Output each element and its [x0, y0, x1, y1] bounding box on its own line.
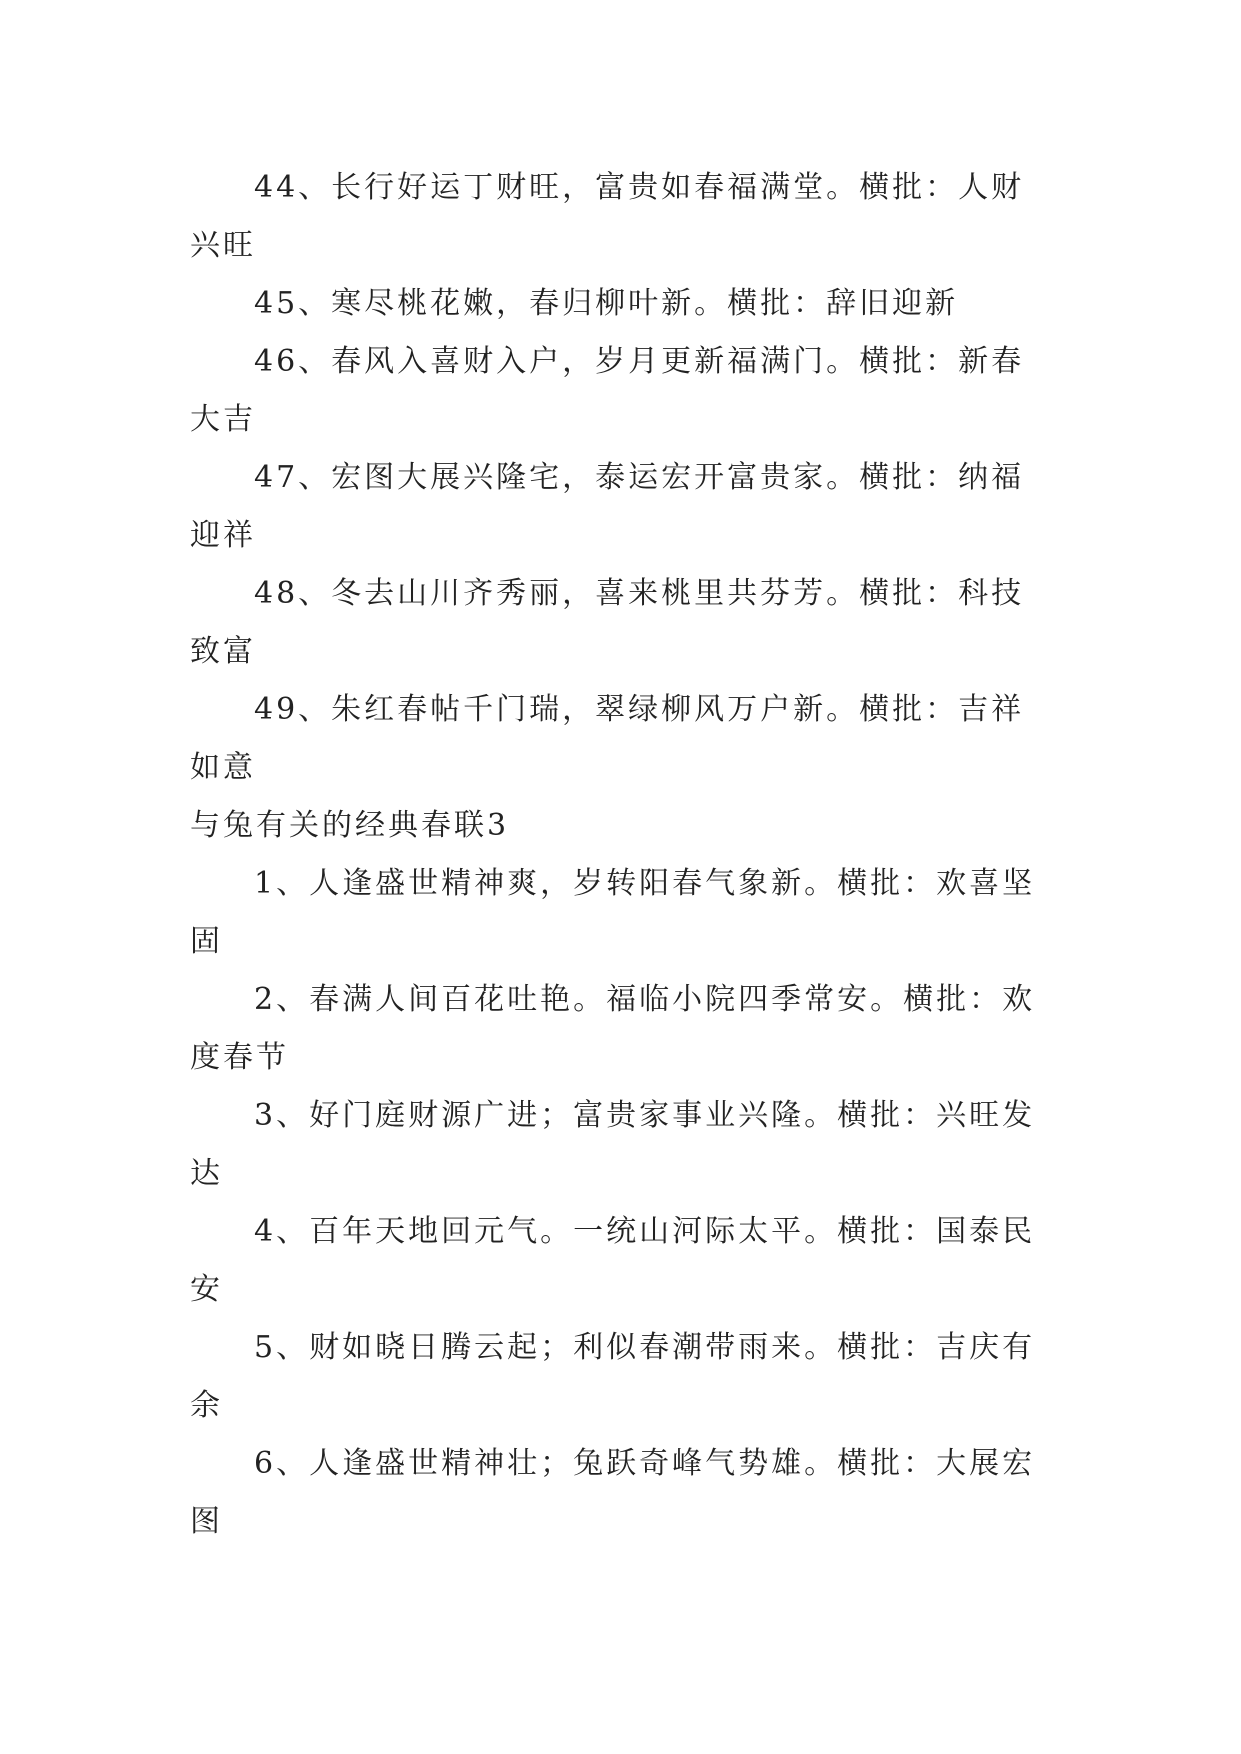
- couplet-paragraph: 3、好门庭财源广进；富贵家事业兴隆。横批：兴旺发达: [190, 1098, 1036, 1191]
- couplet-paragraph: 2、春满人间百花吐艳。福临小院四季常安。横批：欢度春节: [190, 982, 1036, 1075]
- document-body: [190, 159, 1044, 1551]
- couplet-paragraph: 45、寒尽桃花嫩，春归柳叶新。横批：辞旧迎新: [254, 286, 959, 321]
- couplet-paragraph: 1、人逢盛世精神爽，岁转阳春气象新。横批：欢喜坚固: [190, 866, 1036, 959]
- couplet-paragraph: 47、宏图大展兴隆宅，泰运宏开富贵家。横批：纳福迎祥: [190, 460, 1025, 553]
- couplet-paragraph: 4、百年天地回元气。一统山河际太平。横批：国泰民安: [190, 1214, 1036, 1307]
- couplet-paragraph: 48、冬去山川齐秀丽，喜来桃里共芬芳。横批：科技致富: [190, 576, 1025, 669]
- couplet-paragraph: 6、人逢盛世精神壮；兔跃奇峰气势雄。横批：大展宏图: [190, 1446, 1036, 1539]
- section-heading: 与兔有关的经典春联3: [190, 808, 510, 843]
- couplet-paragraph: 49、朱红春帖千门瑞，翠绿柳风万户新。横批：吉祥如意: [190, 692, 1025, 785]
- couplet-paragraph: 44、长行好运丁财旺，富贵如春福满堂。横批：人财兴旺: [190, 170, 1025, 263]
- couplet-paragraph: 5、财如晓日腾云起；利似春潮带雨来。横批：吉庆有余: [190, 1330, 1036, 1423]
- couplet-paragraph: 46、春风入喜财入户，岁月更新福满门。横批：新春大吉: [190, 344, 1025, 437]
